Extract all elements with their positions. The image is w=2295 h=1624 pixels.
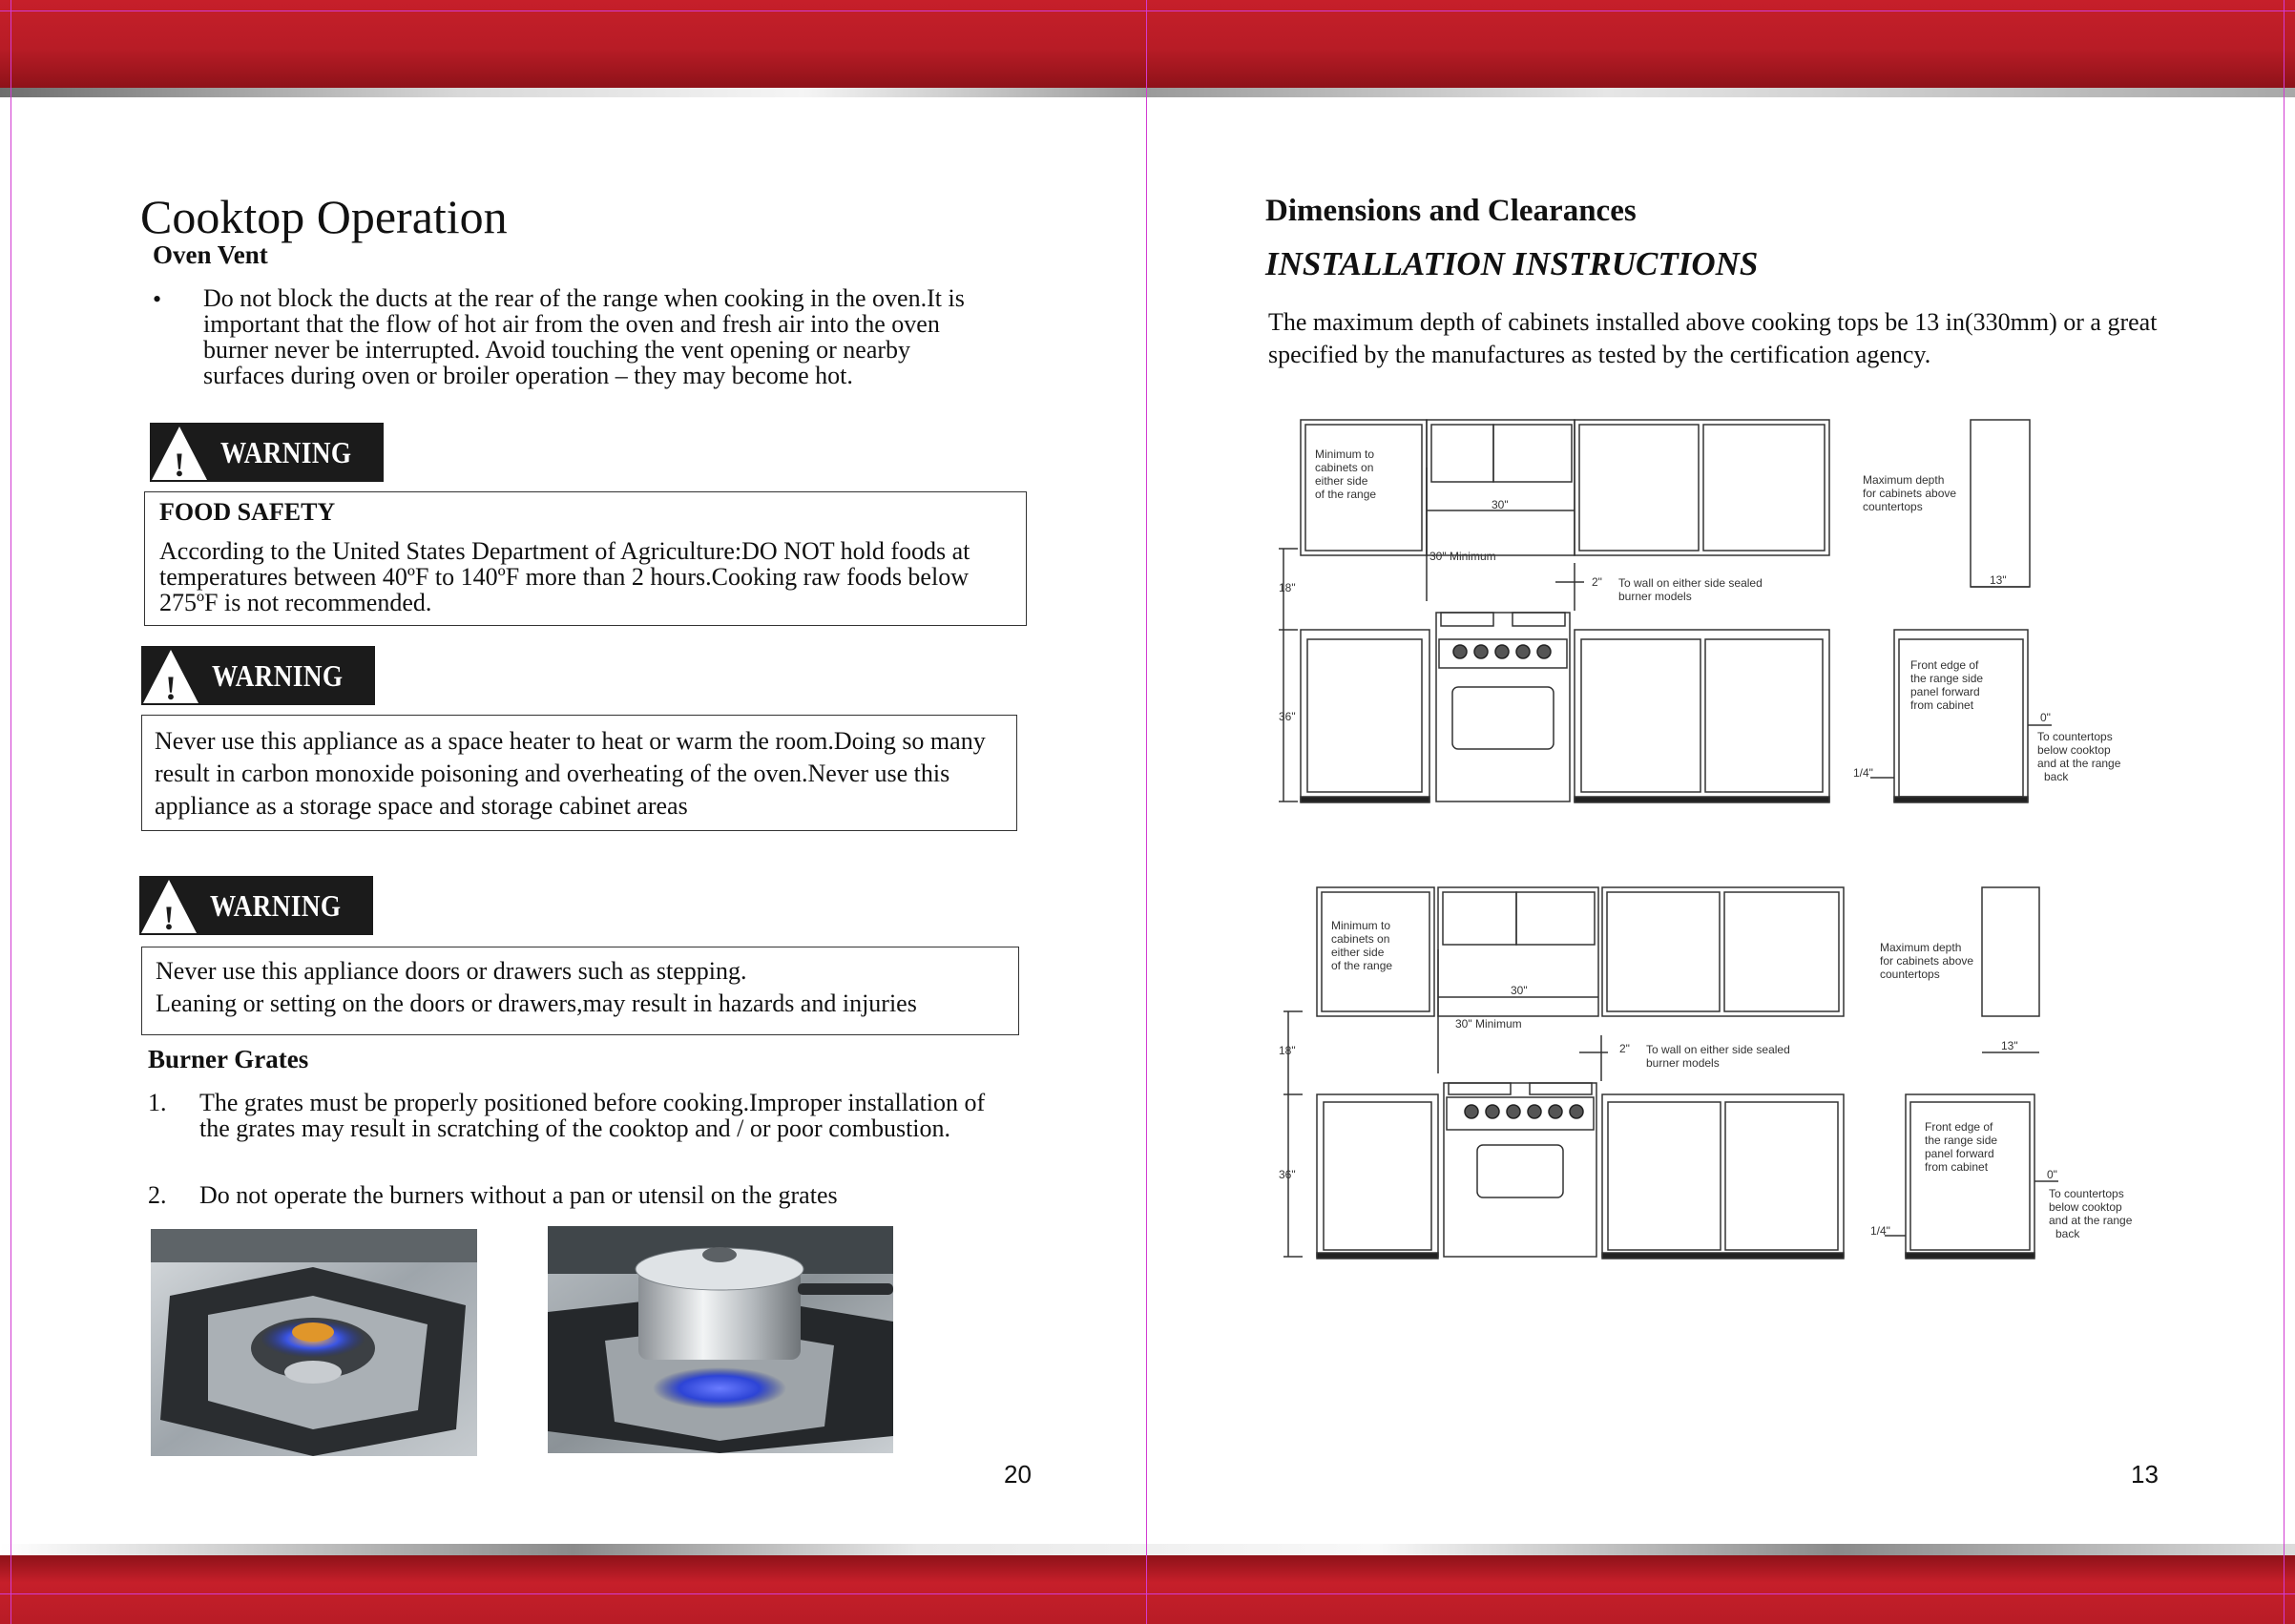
bottom-metal-strip: [0, 1544, 2295, 1555]
warning-doors-line-2: Leaning or setting on the doors or drawers,may result in hazards and injuries: [156, 989, 917, 1017]
diagram-label: below cooktop: [2049, 1200, 2122, 1214]
print-guide-bottom: [0, 1593, 2295, 1594]
diagram-label: Maximum depth: [1863, 473, 1945, 487]
diagram-label: 2": [1592, 575, 1602, 589]
diagram-label: for cabinets above: [1880, 954, 1974, 968]
diagram-label: the range side: [1925, 1134, 1998, 1147]
warning-exclamation: !: [163, 899, 175, 935]
diagram-label: Front edge of: [1910, 658, 1979, 672]
dimensions-heading: Dimensions and Clearances: [1265, 194, 1637, 228]
print-guide-center: [1146, 0, 1147, 1624]
diagram-label: panel forward: [1925, 1147, 1994, 1160]
print-guide-top: [0, 10, 2295, 11]
diagram-label: To wall on either side sealed: [1618, 576, 1763, 590]
diagram-label: back: [2044, 770, 2069, 783]
burner-flame-photo: [151, 1229, 477, 1456]
warning-exclamation: !: [174, 446, 185, 482]
diagram-label: 36": [1279, 1168, 1296, 1181]
diagram-label: Minimum to: [1315, 448, 1375, 461]
list-item: Do not operate the burners without a pan or utensil on the grates: [199, 1181, 838, 1209]
diagram-label: 2": [1619, 1042, 1630, 1055]
diagram-label: for cabinets above: [1863, 487, 1957, 500]
diagram-label: Front edge of: [1925, 1120, 1993, 1134]
warning-exclamation: !: [165, 669, 177, 705]
diagram-label: 18": [1279, 581, 1296, 594]
burner-grates-heading: Burner Grates: [148, 1045, 309, 1073]
food-safety-box: [144, 491, 1027, 626]
diagram-label: 30" Minimum: [1429, 550, 1496, 563]
diagram-label: 30": [1492, 498, 1509, 511]
warning-label: WARNING: [220, 434, 352, 469]
warning-triangle-icon: [139, 876, 198, 935]
warning-doors-box: [141, 947, 1019, 1035]
installation-heading: INSTALLATION INSTRUCTIONS: [1265, 245, 1759, 282]
diagram-label: from cabinet: [1910, 698, 1974, 712]
diagram-label: of the range: [1315, 488, 1377, 501]
page-title: Cooktop Operation: [140, 190, 508, 243]
list-item-number: 1.: [148, 1089, 167, 1116]
diagram-label: 1/4": [1870, 1224, 1890, 1238]
diagram-label: back: [2055, 1227, 2080, 1240]
warning-badge: [150, 423, 384, 482]
diagram-label: Minimum to: [1331, 919, 1391, 932]
warning-triangle-icon: [141, 646, 200, 705]
installation-intro: The maximum depth of cabinets installed above cooking tops be 13 in(330mm) or a great specified by the manufactures as tested by the certification agency.: [1268, 308, 2158, 368]
diagram-label: from cabinet: [1925, 1160, 1989, 1174]
page-number-right: 13: [2131, 1460, 2159, 1489]
diagram-label: either side: [1331, 946, 1385, 959]
diagram-label: To wall on either side sealed: [1646, 1043, 1790, 1056]
oven-vent-bullet: •: [153, 285, 162, 313]
diagram-label: cabinets on: [1331, 932, 1390, 946]
print-guide-left: [10, 0, 11, 1624]
warning-heater-text: Never use this appliance as a space heater to heat or warm the room.Doing so many result in carbon monoxide poisoning and overheating of the oven.Never use this appliance as a storage space and storage cabinet areas: [155, 727, 986, 820]
food-safety-text: According to the United States Department of Agriculture:DO NOT hold foods at temperatures between 40ºF to 140ºF more than 2 hours.Cooking raw foods below 275ºF is not recommended.: [159, 537, 970, 616]
diagram-label: burner models: [1646, 1056, 1720, 1070]
diagram-label: 36": [1279, 710, 1296, 723]
page-number-left: 20: [1004, 1460, 1032, 1489]
diagram-label: cabinets on: [1315, 461, 1374, 474]
pot-on-burner-photo: [548, 1226, 893, 1453]
warning-triangle-icon: [150, 423, 209, 482]
diagram-label: To countertops: [2037, 730, 2113, 743]
diagram-label: 0": [2040, 711, 2051, 724]
diagram-label: countertops: [1880, 968, 1940, 981]
bottom-red-band: [0, 1555, 2295, 1624]
diagram-label: countertops: [1863, 500, 1923, 513]
diagram-label: either side: [1315, 474, 1368, 488]
print-guide-right: [2284, 0, 2285, 1624]
warning-doors-line-1: Never use this appliance doors or drawers such as stepping.: [156, 957, 747, 985]
oven-vent-heading: Oven Vent: [153, 240, 268, 269]
warning-heater-box: [141, 715, 1017, 831]
warning-badge: [141, 646, 375, 705]
clearance-diagram-top: [1269, 410, 2147, 811]
oven-vent-text: Do not block the ducts at the rear of the range when cooking in the oven.It is important that the flow of hot air from the oven and fresh air into the oven burner never be interrupted. Avoid touching the vent opening or nearby surfaces during oven or broiler operation – they may become hot.: [203, 284, 965, 389]
diagram-label: below cooktop: [2037, 743, 2111, 757]
food-safety-heading: FOOD SAFETY: [159, 498, 336, 526]
warning-badge: [139, 876, 373, 935]
diagram-label: and at the range: [2049, 1214, 2133, 1227]
diagram-label: 13": [2001, 1039, 2018, 1052]
warning-label: WARNING: [212, 657, 344, 693]
diagram-label: Maximum depth: [1880, 941, 1962, 954]
top-metal-strip: [0, 88, 2295, 97]
diagram-label: the range side: [1910, 672, 1984, 685]
diagram-label: 30": [1511, 984, 1528, 997]
diagram-label: burner models: [1618, 590, 1692, 603]
diagram-label: panel forward: [1910, 685, 1980, 698]
warning-label: WARNING: [210, 887, 342, 923]
diagram-label: To countertops: [2049, 1187, 2124, 1200]
diagram-label: 0": [2047, 1168, 2057, 1181]
diagram-label: 18": [1279, 1044, 1296, 1057]
diagram-label: of the range: [1331, 959, 1393, 972]
list-item-number: 2.: [148, 1181, 167, 1209]
clearance-diagram-bottom: [1274, 883, 2152, 1269]
diagram-label: 30" Minimum: [1455, 1017, 1522, 1031]
diagram-label: 13": [1990, 573, 2007, 587]
top-red-band: [0, 0, 2295, 88]
list-item: The grates must be properly positioned before cooking.Improper installation of the grates may result in scratching of the cooktop and / or poor combustion.: [199, 1089, 986, 1142]
diagram-label: and at the range: [2037, 757, 2121, 770]
diagram-label: 1/4": [1853, 766, 1873, 780]
